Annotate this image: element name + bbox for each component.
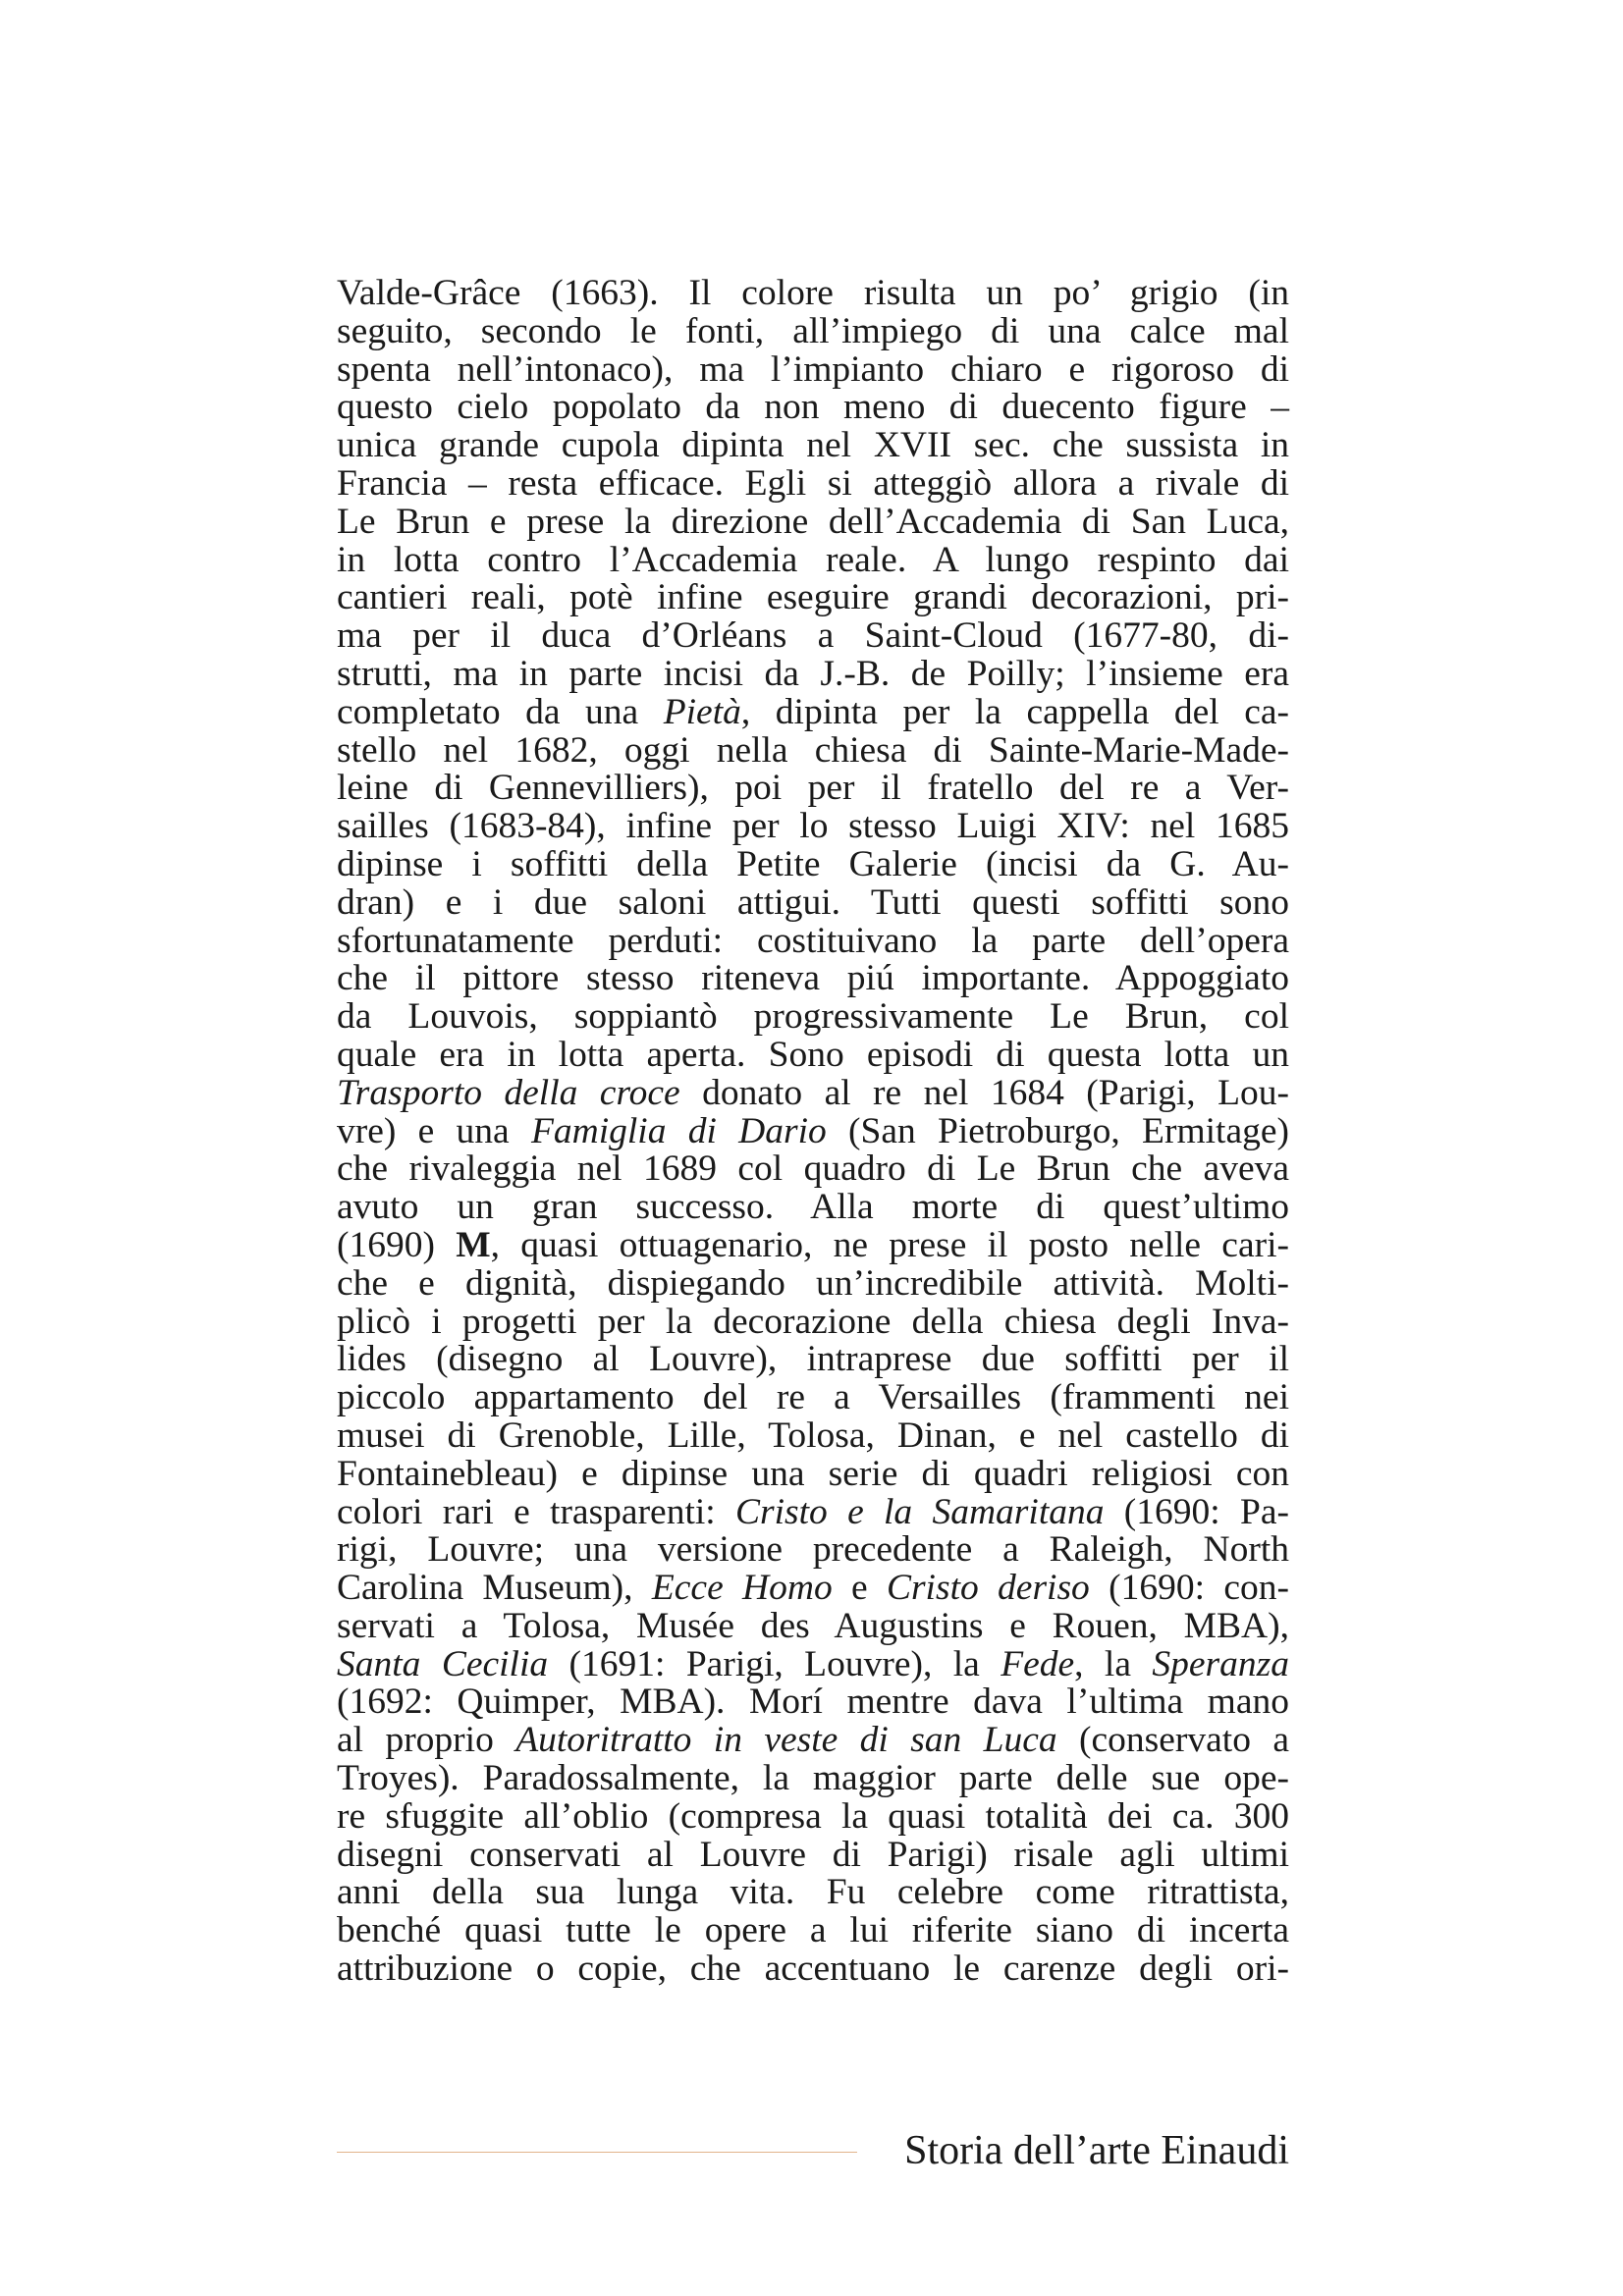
text-run: servati a Tolosa, Musée des Augustins e Rouen, MBA), — [337, 1605, 1289, 1646]
text-run: cantieri reali, potè infine eseguire grandi decorazioni, pri- — [337, 577, 1289, 618]
text-line — [337, 1072, 1289, 1113]
text-run: sailles (1683-84), infine per lo stesso Luigi XIV: nel 1685 — [337, 806, 1289, 847]
text-run: che il pittore stesso riteneva piú importante. Appoggiato — [337, 958, 1289, 999]
text-line — [337, 1760, 1289, 1798]
italic-title: Ecce Homo — [651, 1568, 833, 1609]
text-line — [337, 617, 1289, 656]
text-run: completato da una — [337, 691, 664, 732]
text-run: , la — [1074, 1643, 1153, 1684]
italic-title: Pietà — [663, 691, 741, 732]
text-line — [337, 998, 1289, 1037]
text-run: e — [832, 1568, 887, 1609]
text-run: Carolina Museum), — [337, 1568, 652, 1609]
text-run: stello nel 1682, oggi nella chiesa di Sainte-Marie-Made- — [337, 729, 1289, 771]
text-line — [337, 1950, 1289, 1989]
text-line — [337, 770, 1289, 808]
text-line — [337, 310, 1289, 351]
footer-rule — [337, 2152, 857, 2153]
text-line — [337, 920, 1289, 961]
text-line — [337, 1417, 1289, 1456]
text-line — [337, 275, 1289, 313]
text-run: (1690: con- — [1089, 1568, 1289, 1609]
text-run: attribuzione o copie, che accentuano le carenze degli ori- — [337, 1949, 1289, 1990]
text-run: benché quasi tutte le opere a lui riferite siano di incerta — [337, 1910, 1289, 1951]
text-run: dipinse i soffitti della Petite Galerie (incisi da G. Au- — [337, 843, 1289, 884]
text-run: strutti, ma in parte incisi da J.-B. de Poilly; l’insieme era — [337, 653, 1289, 694]
text-run: lides (disegno al Louvre), intraprese due soffitti per il — [337, 1339, 1289, 1380]
text-run: avuto un gran successo. Alla morte di quest’ultimo — [337, 1187, 1289, 1228]
italic-title: Trasporto della croce — [337, 1072, 680, 1113]
text-run: al proprio — [337, 1720, 516, 1761]
text-line — [337, 348, 1289, 390]
italic-title: Famiglia di Dario — [530, 1110, 827, 1151]
text-line — [337, 579, 1289, 617]
text-run: donato al re nel 1684 (Parigi, Lou- — [679, 1072, 1289, 1113]
text-line — [337, 1605, 1289, 1646]
text-run: rigi, Louvre; una versione precedente a Raleigh, North — [337, 1529, 1289, 1571]
text-run: Fontainebleau) e dipinse una serie di quadri religiosi con — [337, 1453, 1289, 1494]
text-run: Troyes). Paradossalmente, la maggior parte delle sue ope- — [337, 1758, 1289, 1799]
text-line — [337, 427, 1289, 465]
text-run: Francia – resta efficace. Egli si atteggiò allora a rivale di — [337, 462, 1289, 504]
text-line — [337, 1874, 1289, 1912]
text-run: (1691: Parigi, Louvre), la — [548, 1643, 1001, 1684]
text-run: (1690: Pa- — [1104, 1491, 1289, 1532]
bold-initial: M — [456, 1224, 491, 1265]
text-line — [337, 1491, 1289, 1532]
text-line — [337, 1150, 1289, 1189]
text-run: da Louvois, soppiantò progressivamente Le Brun, col — [337, 996, 1289, 1038]
text-line — [337, 1189, 1289, 1227]
text-run: musei di Grenoble, Lille, Tolosa, Dinan, e nel castello di — [337, 1415, 1289, 1456]
italic-title: Autoritratto in veste di san Luca — [515, 1720, 1057, 1761]
text-line — [337, 1795, 1289, 1837]
text-line — [337, 1453, 1289, 1494]
footer-title: Storia dell’arte Einaudi — [904, 2128, 1289, 2173]
text-run: (San Pietroburgo, Ermitage) — [826, 1110, 1289, 1151]
text-line — [337, 1379, 1289, 1417]
text-line — [337, 539, 1289, 580]
text-run: (1692: Quimper, MBA). Morí mentre dava l’ultima mano — [337, 1682, 1289, 1723]
text-line — [337, 1722, 1289, 1760]
text-line — [337, 881, 1289, 923]
text-line — [337, 1110, 1289, 1151]
text-line — [337, 462, 1289, 504]
text-line — [337, 1643, 1289, 1684]
italic-title: Cristo e la Samaritana — [735, 1491, 1105, 1532]
text-run: plicò i progetti per la decorazione della chiesa degli Inva- — [337, 1301, 1289, 1342]
text-run: vre) e una — [337, 1110, 531, 1151]
text-run: che e dignità, dispiegando un’incredibile attività. Molti- — [337, 1262, 1289, 1304]
text-line — [337, 1834, 1289, 1875]
text-run: colori rari e trasparenti: — [337, 1491, 735, 1532]
text-run: anni della sua lunga vita. Fu celebre come ritrattista, — [337, 1872, 1289, 1913]
text-run: Valde-Grâce (1663). Il colore risulta un po’ grigio (in — [337, 273, 1289, 313]
text-run: ma per il duca d’Orléans a Saint-Cloud (1677-80, di- — [337, 615, 1289, 657]
text-run: (conservato a — [1056, 1720, 1289, 1761]
text-run: , dipinta per la cappella del ca- — [740, 691, 1289, 732]
italic-title: Fede — [1001, 1643, 1075, 1684]
text-line — [337, 729, 1289, 771]
italic-title: Speranza — [1152, 1643, 1289, 1684]
text-run: dran) e i due saloni attigui. Tutti questi soffitti sono — [337, 881, 1289, 923]
italic-title: Santa Cecilia — [337, 1643, 549, 1684]
italic-title: Cristo deriso — [886, 1568, 1090, 1609]
text-run: spenta nell’intonaco), ma l’impianto chiaro e rigoroso di — [337, 348, 1289, 390]
text-run: questo cielo popolato da non meno di duecento figure – — [337, 387, 1289, 428]
text-run: leine di Gennevilliers), poi per il fratello del re a Ver- — [337, 768, 1289, 809]
text-line — [337, 960, 1289, 998]
text-line — [337, 1341, 1289, 1379]
text-run: sfortunatamente perduti: costituivano la parte dell’opera — [337, 920, 1289, 961]
text-line — [337, 389, 1289, 427]
text-run: re sfuggite all’oblio (compresa la quasi totalità dei ca. 300 — [337, 1795, 1289, 1837]
text-line — [337, 1531, 1289, 1570]
text-line — [337, 1301, 1289, 1342]
text-line — [337, 691, 1289, 732]
text-run: , quasi ottuagenario, ne prese il posto nelle cari- — [490, 1224, 1289, 1265]
text-run: unica grande cupola dipinta nel XVII sec. che sussista in — [337, 425, 1289, 466]
body-text — [337, 275, 1289, 1989]
text-line — [337, 1683, 1289, 1722]
text-run: piccolo appartamento del re a Versailles (frammenti nei — [337, 1377, 1289, 1418]
text-run: che rivaleggia nel 1689 col quadro di Le Brun che aveva — [337, 1148, 1289, 1190]
text-line — [337, 501, 1289, 542]
text-line — [337, 653, 1289, 694]
text-run: quale era in lotta aperta. Sono episodi di questa lotta un — [337, 1034, 1289, 1075]
text-line — [337, 1912, 1289, 1950]
text-line — [337, 1262, 1289, 1304]
text-line — [337, 1224, 1289, 1265]
text-run: in lotta contro l’Accademia reale. A lungo respinto dai — [337, 539, 1289, 580]
text-run: Le Brun e prese la direzione dell’Accademia di San Luca, — [337, 501, 1289, 542]
text-line — [337, 808, 1289, 846]
text-run: (1690) — [337, 1224, 457, 1265]
text-line — [337, 843, 1289, 884]
text-run: seguito, secondo le fonti, all’impiego di una calce mal — [337, 310, 1289, 351]
text-line — [337, 1570, 1289, 1608]
text-run: disegni conservati al Louvre di Parigi) risale agli ultimi — [337, 1834, 1289, 1875]
text-line — [337, 1034, 1289, 1075]
